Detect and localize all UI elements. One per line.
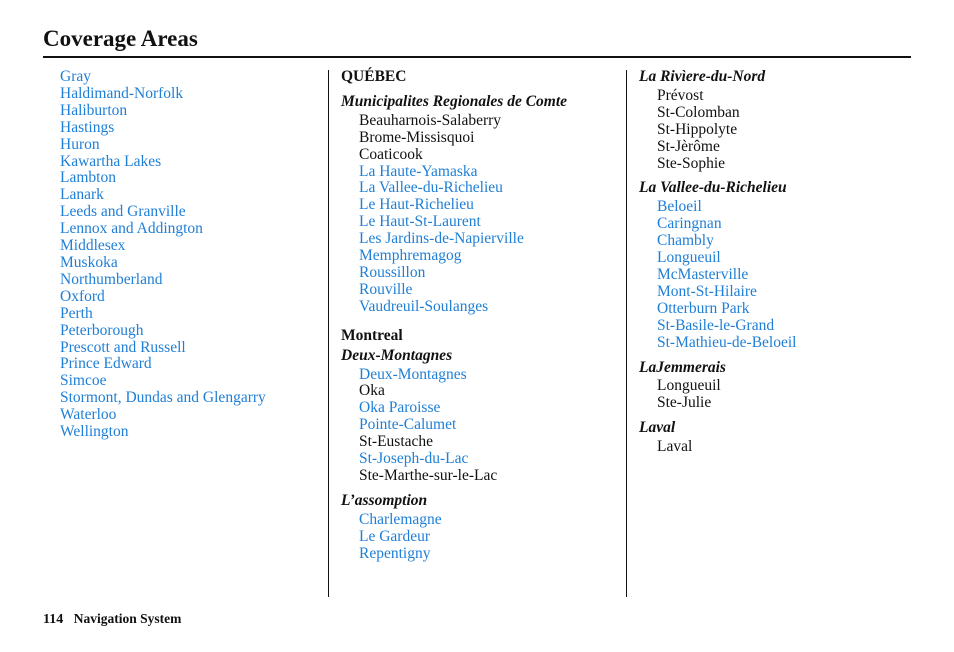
subregion-heading: Laval <box>639 419 676 437</box>
column-divider-1 <box>328 70 329 597</box>
list-item-laval: Laval <box>657 438 693 456</box>
column-quebec-continued <box>639 69 909 456</box>
link-caringnan[interactable]: Caringnan <box>657 215 722 233</box>
list-item-ste-julie: Ste-Julie <box>657 394 712 412</box>
subregion-heading: Deux-Montagnes <box>341 346 453 364</box>
link-les-jardins-de-napierville[interactable]: Les Jardins-de-Napierville <box>359 230 524 248</box>
group-la-riviere-du-nord <box>639 69 909 172</box>
link-perth[interactable]: Perth <box>60 304 93 322</box>
link-oka-paroisse[interactable]: Oka Paroisse <box>359 399 441 417</box>
link-muskoka[interactable]: Muskoka <box>60 253 118 271</box>
list-item-coaticook: Coaticook <box>359 145 423 163</box>
link-haldimand-norfolk[interactable]: Haldimand-Norfolk <box>60 84 184 102</box>
list-item-ste-sophie: Ste-Sophie <box>657 154 726 172</box>
region-heading-montreal: Montreal <box>341 326 403 344</box>
link-charlemagne[interactable]: Charlemagne <box>359 510 442 528</box>
link-mcmasterville[interactable]: McMasterville <box>657 265 749 283</box>
link-st-mathieu-de-beloeil[interactable]: St-Mathieu-de-Beloeil <box>657 333 797 351</box>
link-huron[interactable]: Huron <box>60 135 100 153</box>
link-le-gardeur[interactable]: Le Gardeur <box>359 527 430 545</box>
list-item-st-hippolyte: St-Hippolyte <box>657 120 738 138</box>
link-beloeil[interactable]: Beloeil <box>657 198 702 216</box>
group-la-vallee-du-richelieu <box>639 180 909 351</box>
group-municipalites-regionales-de-comte <box>341 94 621 316</box>
link-simcoe[interactable]: Simcoe <box>60 372 107 390</box>
page-title: Coverage Areas <box>43 26 198 51</box>
link-prince-edward[interactable]: Prince Edward <box>60 355 152 373</box>
group-laval <box>639 420 909 456</box>
link-stormont-dundas-and-glengarry[interactable]: Stormont, Dundas and Glengarry <box>60 389 266 407</box>
link-haliburton[interactable]: Haliburton <box>60 101 128 119</box>
link-northumberland[interactable]: Northumberland <box>60 270 163 288</box>
subregion-heading: L’assomption <box>341 491 428 509</box>
list-item-st-colomban: St-Colomban <box>657 103 740 121</box>
footer-label: Navigation System <box>73 611 182 626</box>
link-st-basile-le-grand[interactable]: St-Basile-le-Grand <box>657 316 775 334</box>
list-item-oka: Oka <box>359 382 385 400</box>
list-item-brome-missisquoi: Brome-Missisquoi <box>359 128 475 146</box>
link-repentigny[interactable]: Repentigny <box>359 544 431 562</box>
link-oxford[interactable]: Oxford <box>60 287 105 305</box>
list-item-prevost: Prévost <box>657 86 704 104</box>
link-middlesex[interactable]: Middlesex <box>60 237 126 255</box>
list-item-st-jerome: St-Jèrôme <box>657 137 720 155</box>
link-kawartha-lakes[interactable]: Kawartha Lakes <box>60 152 162 170</box>
link-le-haut-st-laurent[interactable]: Le Haut-St-Laurent <box>359 213 481 231</box>
link-deux-montagnes[interactable]: Deux-Montagnes <box>359 365 467 383</box>
column-divider-2 <box>626 70 627 597</box>
link-gray[interactable]: Gray <box>60 68 91 85</box>
link-rouville[interactable]: Rouville <box>359 280 413 298</box>
link-longueuil[interactable]: Longueuil <box>657 249 721 267</box>
link-leeds-and-granville[interactable]: Leeds and Granville <box>60 203 186 221</box>
link-mont-st-hilaire[interactable]: Mont-St-Hilaire <box>657 282 757 300</box>
link-otterburn-park[interactable]: Otterburn Park <box>657 299 750 317</box>
link-wellington[interactable]: Wellington <box>60 423 129 441</box>
link-lanark[interactable]: Lanark <box>60 186 104 204</box>
link-le-haut-richelieu[interactable]: Le Haut-Richelieu <box>359 196 474 214</box>
link-lennox-and-addington[interactable]: Lennox and Addington <box>60 220 203 238</box>
group-l-assomption <box>341 493 621 563</box>
link-hastings[interactable]: Hastings <box>60 118 115 136</box>
link-la-vallee-du-richelieu[interactable]: La Vallee-du-Richelieu <box>359 179 503 197</box>
group-lajemmerais <box>639 360 909 413</box>
link-prescott-and-russell[interactable]: Prescott and Russell <box>60 338 186 356</box>
link-lambton[interactable]: Lambton <box>60 169 116 187</box>
column-ontario-list <box>60 69 320 441</box>
link-pointe-calumet[interactable]: Pointe-Calumet <box>359 416 457 434</box>
title-divider <box>43 56 911 58</box>
province-heading: QUÉBEC <box>341 68 407 85</box>
link-chambly[interactable]: Chambly <box>657 232 714 250</box>
link-la-haute-yamaska[interactable]: La Haute-Yamaska <box>359 162 478 180</box>
page-footer <box>43 610 181 629</box>
subregion-heading: LaJemmerais <box>639 358 726 376</box>
quebec-groups <box>341 94 621 563</box>
link-roussillon[interactable]: Roussillon <box>359 263 426 281</box>
subregion-heading: La Rivìere-du-Nord <box>639 68 766 85</box>
link-vaudreuil-soulanges[interactable]: Vaudreuil-Soulanges <box>359 297 489 315</box>
subregion-heading: Municipalites Regionales de Comte <box>341 92 568 110</box>
subregion-heading: La Vallee-du-Richelieu <box>639 179 787 197</box>
page-number: 114 <box>43 612 64 627</box>
link-memphremagog[interactable]: Memphremagog <box>359 247 462 265</box>
list-item-beauharnois-salaberry: Beauharnois-Salaberry <box>359 111 502 129</box>
group-deux-montagnes <box>341 348 621 485</box>
list-item-st-eustache: St-Eustache <box>359 433 434 451</box>
list-item-ste-marthe-sur-le-lac: Ste-Marthe-sur-le-Lac <box>359 466 498 484</box>
link-st-joseph-du-lac[interactable]: St-Joseph-du-Lac <box>359 450 469 468</box>
link-peterborough[interactable]: Peterborough <box>60 321 144 339</box>
column-quebec <box>341 69 621 562</box>
list-item-longueuil: Longueuil <box>657 377 721 395</box>
link-waterloo[interactable]: Waterloo <box>60 406 117 424</box>
